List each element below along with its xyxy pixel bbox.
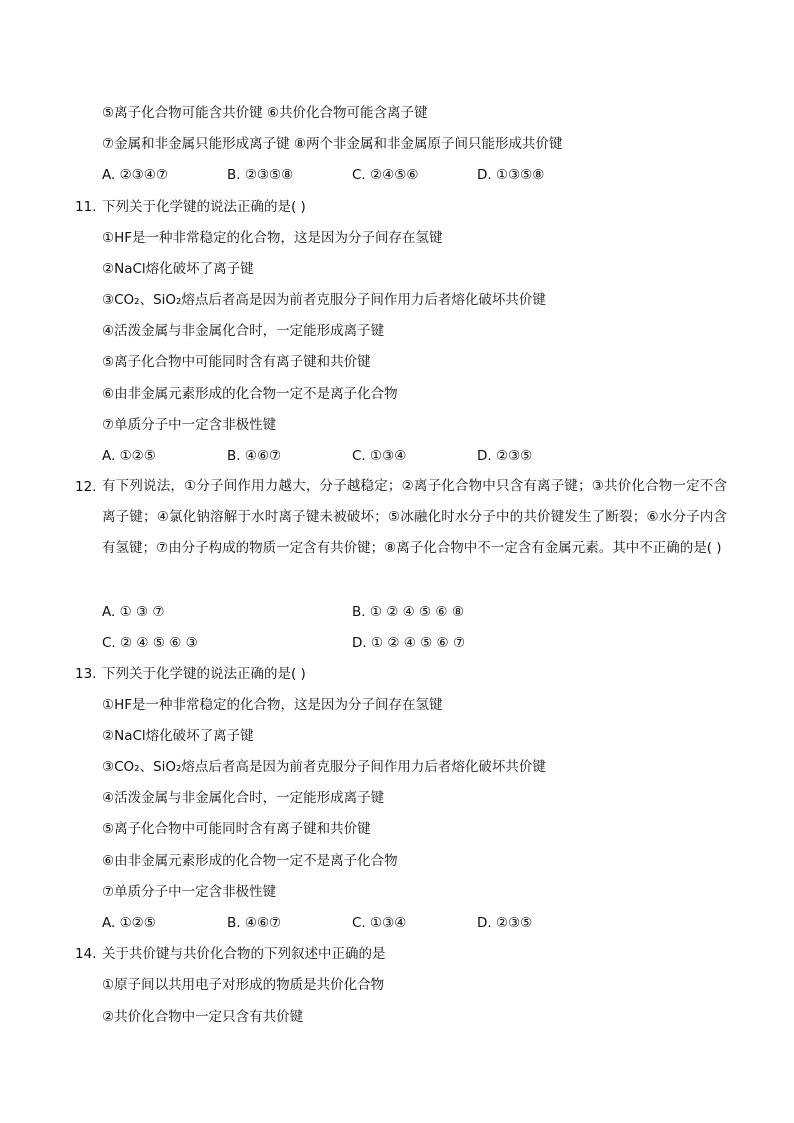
q12-option-d: D. ① ② ④ ⑤ ⑥ ⑦ (352, 635, 466, 651)
q11-option-c: C. ①③④ (352, 448, 407, 464)
q14-statement-2: ②共价化合物中一定只含有共价键 (102, 1009, 304, 1025)
q13-statement-3: ③CO₂、SiO₂熔点后者高是因为前者克服分子间作用力后者熔化破坏共价键 (102, 759, 546, 775)
q11-statement-3: ③CO₂、SiO₂熔点后者高是因为前者克服分子间作用力后者熔化破坏共价键 (102, 292, 546, 308)
q14-number: 14. (75, 946, 97, 962)
q11-option-d: D. ②③⑤ (477, 448, 533, 464)
q13-statement-1: ①HF是一种非常稳定的化合物，这是因为分子间存在氢键 (102, 697, 443, 713)
q13-statement-7: ⑦单质分子中一定含非极性键 (102, 884, 277, 900)
q13-option-c: C. ①③④ (352, 915, 407, 931)
q13-number: 13. (75, 666, 97, 682)
q12-stem: 有下列说法，①分子间作用力越大，分子越稳定；②离子化合物中只含有离子键；③共价化合物一定不含离子键；④氯化钠溶解于水时离子键未被破坏；⑤冰融化时水分子中的共价键发生了断裂；⑥水分子内含有氢键；⑦由分子构成的物质一定含有共价键；⑧离子化合物中不一定含有金属元素。其中不正确的是( ) (102, 478, 727, 556)
q13-stem: 下列关于化学键的说法正确的是( ) (102, 666, 306, 682)
q14-stem: 关于共价键与共价化合物的下列叙述中正确的是 (102, 946, 386, 962)
q11-stem: 下列关于化学键的说法正确的是( ) (102, 199, 306, 215)
q11-statement-2: ②NaCl熔化破坏了离子键 (102, 261, 254, 277)
q11-statement-5: ⑤离子化合物中可能同时含有离子键和共价键 (102, 354, 371, 370)
q11-statement-4: ④活泼金属与非金属化合时，一定能形成离子键 (102, 323, 385, 339)
q10-option-b: B. ②③⑤⑧ (227, 167, 294, 183)
q11-option-a: A. ①②⑤ (102, 448, 156, 464)
q12-option-c: C. ② ④ ⑤ ⑥ ③ (102, 635, 198, 651)
q13-statement-6: ⑥由非金属元素形成的化合物一定不是离子化合物 (102, 853, 398, 869)
q11-statement-6: ⑥由非金属元素形成的化合物一定不是离子化合物 (102, 386, 398, 402)
q13-option-d: D. ②③⑤ (477, 915, 533, 931)
q11-statement-1: ①HF是一种非常稳定的化合物，这是因为分子间存在氢键 (102, 230, 443, 246)
q10-statement-7-8: ⑦金属和非金属只能形成离子键 ⑧两个非金属和非金属原子间只能形成共价键 (102, 136, 563, 152)
q13-statement-2: ②NaCl熔化破坏了离子键 (102, 728, 254, 744)
q13-statement-4: ④活泼金属与非金属化合时，一定能形成离子键 (102, 790, 385, 806)
q10-option-d: D. ①③⑤⑧ (477, 167, 545, 183)
q10-option-a: A. ②③④⑦ (102, 167, 168, 183)
q11-number: 11. (75, 199, 97, 215)
q14-statement-1: ①原子间以共用电子对形成的物质是共价化合物 (102, 977, 385, 993)
q12-option-a: A. ① ③ ⑦ (102, 604, 165, 620)
q11-statement-7: ⑦单质分子中一定含非极性键 (102, 417, 277, 433)
q10-option-c: C. ②④⑤⑥ (352, 167, 419, 183)
q10-statement-5-6: ⑤离子化合物可能含共价键 ⑥共价化合物可能含离子键 (102, 105, 428, 121)
q13-option-a: A. ①②⑤ (102, 915, 156, 931)
q13-statement-5: ⑤离子化合物中可能同时含有离子键和共价键 (102, 821, 371, 837)
q13-option-b: B. ④⑥⑦ (227, 915, 282, 931)
q12-number: 12. (75, 479, 97, 495)
q12-option-b: B. ① ② ④ ⑤ ⑥ ⑧ (352, 604, 464, 620)
q11-option-b: B. ④⑥⑦ (227, 448, 282, 464)
